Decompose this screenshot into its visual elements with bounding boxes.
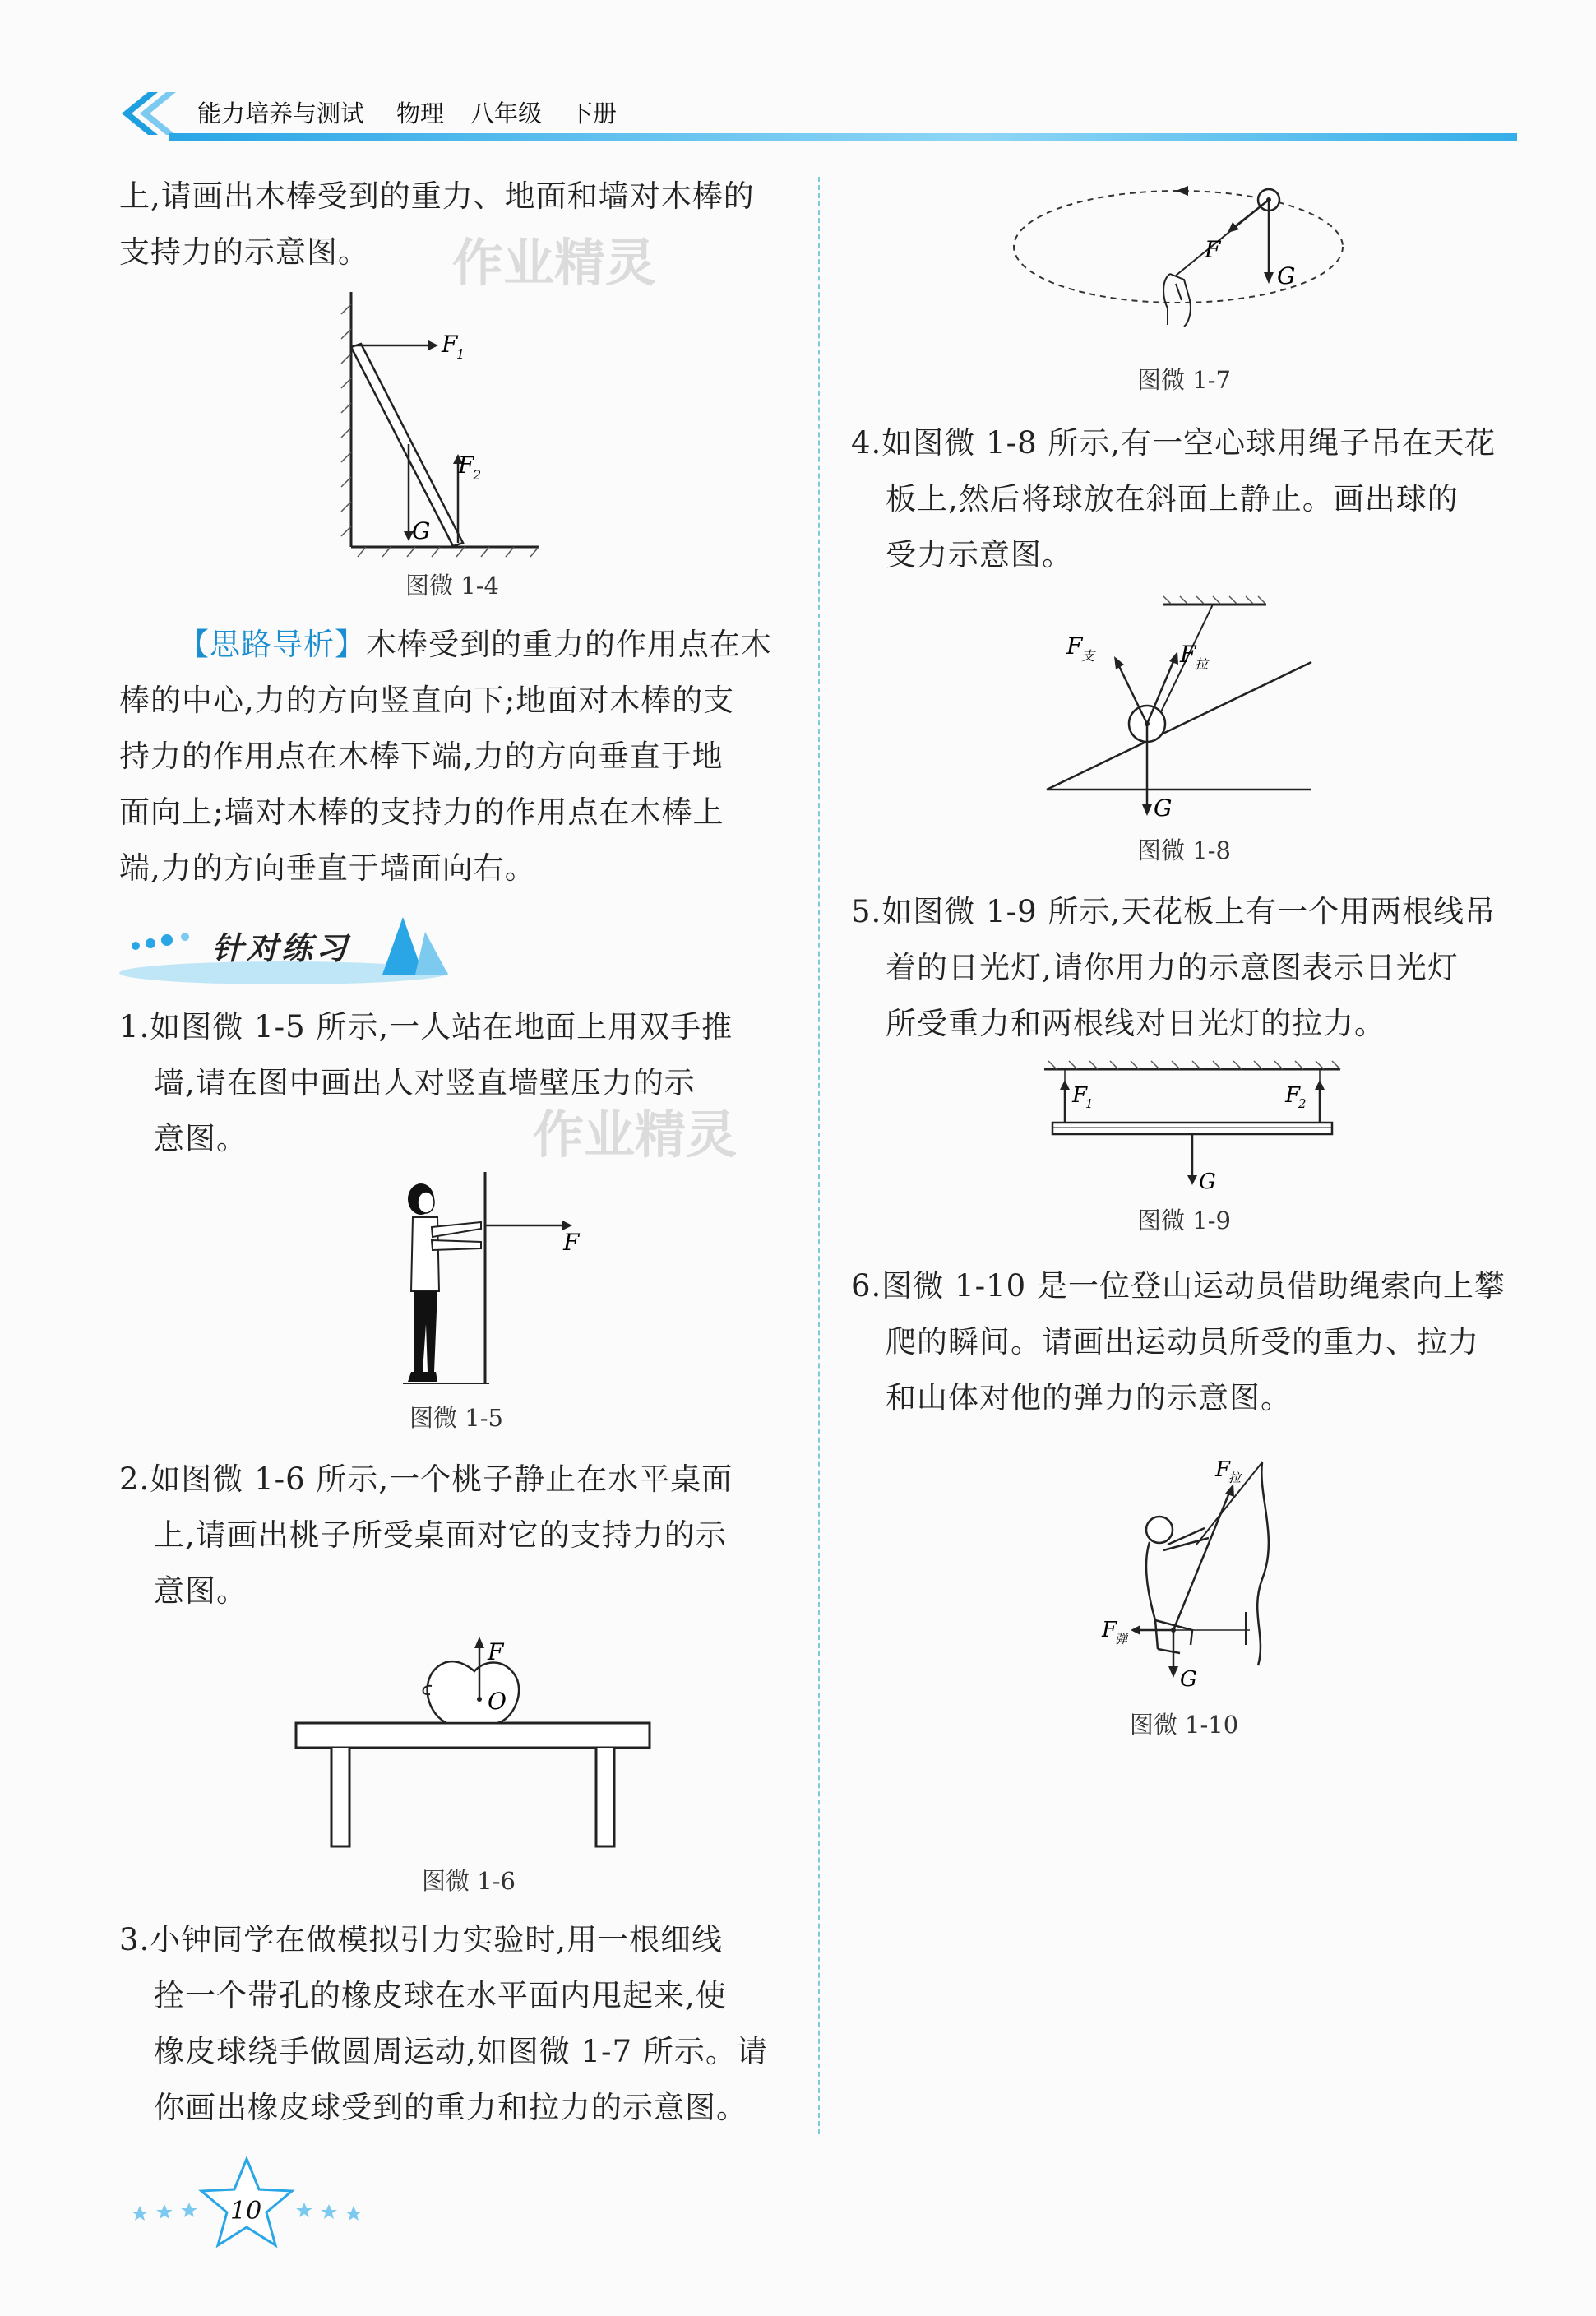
svg-text:弹: 弹 — [1115, 1632, 1128, 1647]
intro-paragraph: 上,请画出木棒受到的重力、地面和墙对木棒的 支持力的示意图。 — [119, 178, 755, 270]
caption-1-10: 图微 1-10 — [1129, 1711, 1239, 1739]
f-elastic-label: F — [1102, 1618, 1117, 1642]
page-number: 10 — [230, 2197, 262, 2226]
header-chevron-icon — [115, 89, 181, 138]
svg-text:1: 1 — [456, 346, 465, 362]
svg-text:拉: 拉 — [1195, 656, 1209, 672]
question-6: 6.图微 1-10 是一位登山运动员借助绳索向上攀 爬的瞬间。请画出运动员所受的重力、拉力 和山体对他的弹力的示意图。 — [851, 1268, 1506, 1415]
caption-1-9: 图微 1-9 — [1137, 1207, 1231, 1234]
svg-text:2: 2 — [1298, 1096, 1307, 1111]
caption-1-8: 图微 1-8 — [1137, 836, 1231, 864]
question-2: 2.如图微 1-6 所示,一个桃子静止在水平桌面 上,请画出桃子所受桌面对它的支持力的示 意图。 — [119, 1461, 733, 1609]
f-tension-label: F — [1180, 641, 1196, 668]
figure-1-10 — [1094, 1448, 1299, 1694]
footer-stars — [132, 2155, 370, 2253]
header-subject: 物理 — [396, 100, 445, 127]
column-divider — [818, 177, 820, 2134]
header-bar — [169, 133, 1517, 141]
caption-1-6: 图微 1-6 — [422, 1867, 516, 1895]
figure-1-9 — [1036, 1057, 1349, 1197]
f2-label: F — [458, 452, 474, 479]
g-label: G — [412, 517, 431, 544]
svg-text:支: 支 — [1081, 648, 1095, 664]
f-support-label: F — [1066, 632, 1083, 660]
figure-1-4 — [333, 288, 555, 559]
svg-text:2: 2 — [473, 467, 482, 483]
section-title: 针对练习 — [212, 930, 351, 966]
figure-1-6 — [292, 1596, 654, 1850]
watermark: 作业精灵 — [533, 1105, 738, 1165]
f-label: F — [488, 1638, 504, 1665]
question-1: 1.如图微 1-5 所示,一人站在地面上用双手推 墙,请在图中画出人对竖直墙壁压力的示 意图。 — [119, 1009, 733, 1156]
f2-label: F — [1285, 1083, 1301, 1108]
question-5: 5.如图微 1-9 所示,天花板上有一个用两根线吊 着的日光灯,请你用力的示意图表示日光灯 所受重力和两根线对日光灯的拉力。 — [851, 894, 1497, 1041]
g-label: G — [1199, 1170, 1216, 1194]
header-grade: 八年级 — [470, 100, 543, 127]
svg-text:拉: 拉 — [1228, 1471, 1242, 1485]
question-4: 4.如图微 1-8 所示,有一空心球用绳子吊在天花 板上,然后将球放在斜面上静止。画出球的 受力示意图。 — [851, 425, 1497, 572]
g-label: G — [1277, 262, 1296, 290]
figure-1-5 — [386, 1168, 600, 1390]
watermark: 作业精灵 — [452, 233, 657, 293]
g-label: G — [1180, 1667, 1197, 1692]
f-tension-label: F — [1215, 1457, 1231, 1482]
svg-text:1: 1 — [1085, 1096, 1094, 1111]
g-label: G — [1154, 794, 1173, 822]
f-label: F — [563, 1229, 580, 1256]
f1-label: F — [442, 331, 458, 358]
analysis-tag: 【思路导析】 — [178, 627, 366, 662]
header-volume: 下册 — [569, 100, 618, 127]
caption-1-4: 图微 1-4 — [405, 572, 499, 600]
f1-label: F — [1072, 1083, 1088, 1108]
f-label: F — [1205, 236, 1221, 263]
header-book: 能力培养与测试 — [197, 100, 365, 127]
figure-1-7 — [1007, 177, 1353, 333]
caption-1-7: 图微 1-7 — [1137, 366, 1231, 394]
caption-1-5: 图微 1-5 — [409, 1404, 503, 1432]
analysis-paragraph: 【思路导析】木棒受到的重力的作用点在木 棒的中心,力的方向竖直向下;地面对木棒的支 持力的作用点在木棒下端,力的方向垂直于地 面向上;墙对木棒的支持力的作用点在木棒上 端,力的方向垂直于墙面向右。 — [119, 627, 772, 886]
question-3: 3.小钟同学在做模拟引力实验时,用一根细线 拴一个带孔的橡皮球在水平面内甩起来,使 橡皮球绕手做圆周运动,如图微 1-7 所示。请 你画出橡皮球受到的重力和拉力的示意图。 — [119, 1922, 768, 2125]
figure-1-8 — [1040, 592, 1328, 831]
o-label: O — [488, 1688, 507, 1715]
